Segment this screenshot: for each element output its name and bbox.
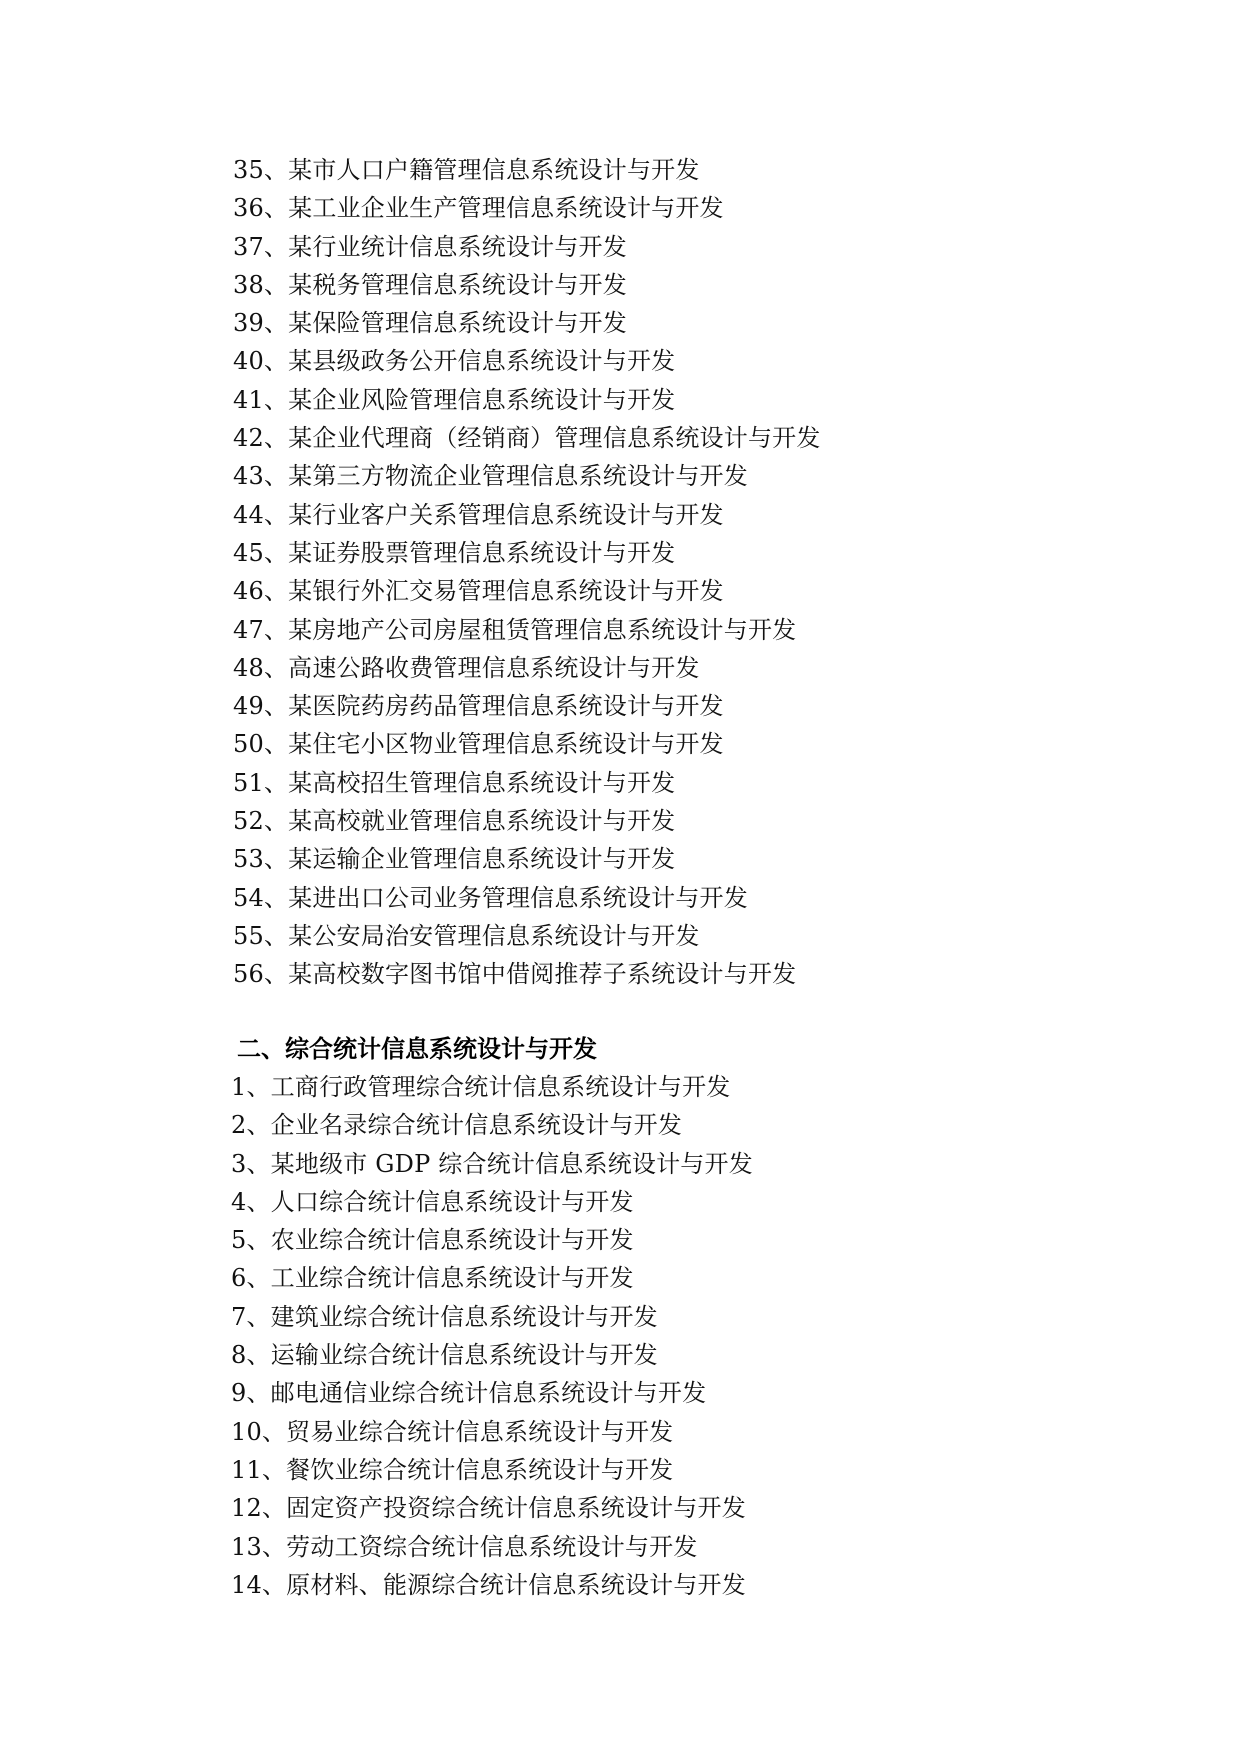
list-item: 51、某高校招生管理信息系统设计与开发	[233, 768, 676, 797]
list-item: 3、某地级市 GDP 综合统计信息系统设计与开发	[231, 1149, 753, 1178]
list-item: 36、某工业企业生产管理信息系统设计与开发	[233, 194, 724, 223]
list-item: 5、农业综合统计信息系统设计与开发	[231, 1226, 634, 1255]
topic-list-part-two	[231, 1068, 753, 1604]
list-item: 48、高速公路收费管理信息系统设计与开发	[233, 653, 700, 682]
list-item: 37、某行业统计信息系统设计与开发	[233, 232, 627, 261]
list-item: 50、某住宅小区物业管理信息系统设计与开发	[233, 730, 724, 759]
list-item: 10、贸易业综合统计信息系统设计与开发	[231, 1417, 674, 1446]
list-item: 41、某企业风险管理信息系统设计与开发	[233, 385, 676, 414]
list-item: 43、某第三方物流企业管理信息系统设计与开发	[233, 462, 748, 491]
list-item: 56、某高校数字图书馆中借阅推荐子系统设计与开发	[233, 960, 797, 989]
topic-list-part-one	[233, 151, 821, 994]
list-item: 38、某税务管理信息系统设计与开发	[233, 270, 627, 299]
list-item: 52、某高校就业管理信息系统设计与开发	[233, 807, 676, 836]
list-item: 45、某证券股票管理信息系统设计与开发	[233, 538, 676, 567]
list-item: 4、人口综合统计信息系统设计与开发	[231, 1187, 634, 1216]
list-item: 53、某运输企业管理信息系统设计与开发	[233, 845, 676, 874]
section-heading: 二、综合统计信息系统设计与开发	[237, 1035, 597, 1063]
list-item: 54、某进出口公司业务管理信息系统设计与开发	[233, 883, 748, 912]
list-item: 40、某县级政务公开信息系统设计与开发	[233, 347, 676, 376]
list-item: 39、某保险管理信息系统设计与开发	[233, 309, 627, 338]
list-item: 12、固定资产投资综合统计信息系统设计与开发	[231, 1494, 746, 1523]
list-item: 46、某银行外汇交易管理信息系统设计与开发	[233, 577, 724, 606]
list-item: 49、某医院药房药品管理信息系统设计与开发	[233, 692, 724, 721]
list-item: 1、工商行政管理综合统计信息系统设计与开发	[231, 1073, 731, 1101]
list-item: 14、原材料、能源综合统计信息系统设计与开发	[231, 1570, 746, 1599]
list-item: 9、邮电通信业综合统计信息系统设计与开发	[231, 1379, 707, 1408]
list-item: 35、某市人口户籍管理信息系统设计与开发	[233, 156, 700, 184]
list-item: 6、工业综合统计信息系统设计与开发	[231, 1264, 634, 1293]
list-item: 42、某企业代理商（经销商）管理信息系统设计与开发	[233, 424, 821, 453]
list-item: 44、某行业客户关系管理信息系统设计与开发	[233, 500, 724, 529]
list-item: 47、某房地产公司房屋租赁管理信息系统设计与开发	[233, 615, 797, 644]
list-item: 55、某公安局治安管理信息系统设计与开发	[233, 921, 700, 950]
list-item: 2、企业名录综合统计信息系统设计与开发	[231, 1111, 683, 1140]
list-item: 8、运输业综合统计信息系统设计与开发	[231, 1341, 658, 1370]
list-item: 11、餐饮业综合统计信息系统设计与开发	[231, 1455, 674, 1484]
list-item: 7、建筑业综合统计信息系统设计与开发	[231, 1302, 658, 1331]
list-item: 13、劳动工资综合统计信息系统设计与开发	[231, 1532, 698, 1561]
